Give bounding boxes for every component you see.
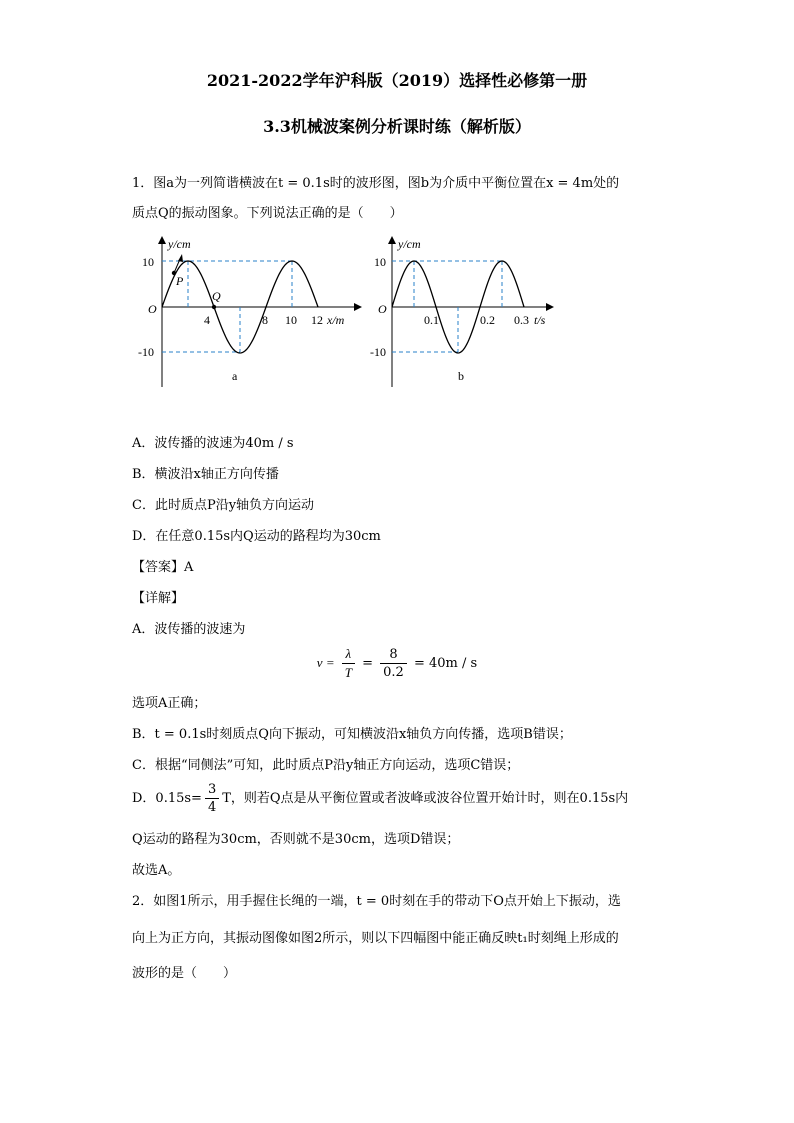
q1-stem-line2: 质点Q的振动图象。下列说法正确的是（ ） <box>132 206 403 221</box>
explain-d-frac-den: 4 <box>207 800 217 815</box>
figure-a-x-arrow <box>354 303 362 311</box>
figure-a-label-p: P <box>176 274 184 288</box>
figure-b-ytick-neg: -10 <box>370 345 386 359</box>
formula-rhs: = 40m / s <box>413 656 478 671</box>
q1-option-b: B．横波沿x轴正方向传播 <box>132 467 279 482</box>
figure-b-y-arrow <box>388 236 396 244</box>
formula-num1: λ <box>345 646 352 661</box>
document-title-line2: 3.3机械波案例分析课时练（解析版） <box>263 117 531 136</box>
q1-choose-a: 选项A正确； <box>132 696 207 711</box>
q1-velocity-formula <box>0 645 794 682</box>
q1-option-a: A．波传播的波速为40m / s <box>132 436 294 451</box>
explain-d-prefix: D．0.15s= <box>132 791 202 806</box>
q2-stem-line1: 2．如图1所示，用手握住长绳的一端，t = 0时刻在手的带动下O点开始上下振动，选 <box>132 894 621 909</box>
q2-stem-line3: 波形的是（ ） <box>132 966 237 981</box>
figure-a-xtick-12: 12 <box>311 313 323 327</box>
q1-answer: 【答案】A <box>132 560 194 575</box>
figure-b-xlabel: t/s <box>534 313 546 327</box>
formula-eq: = <box>362 656 374 671</box>
q1-explain-b: B．t = 0.1s时刻质点Q向下振动，可知横波沿x轴负方向传播，选项B错误； <box>132 727 572 742</box>
figure-a-caption: a <box>232 369 238 383</box>
explain-d-frac <box>205 781 219 816</box>
figure-b-xtick-02: 0.2 <box>480 313 495 327</box>
figure-b-caption: b <box>458 369 464 383</box>
q1-stem-line1: 1．图a为一列简谐横波在t = 0.1s时的波形图，图b为介质中平衡位置在x = 4m处的 <box>132 176 620 191</box>
q1-explain-c: C．根据“同侧法”可知，此时质点P沿y轴正方向运动，选项C错误； <box>132 758 520 773</box>
figure-a-arrow-p-head <box>178 254 183 262</box>
figure-b-x-arrow <box>546 303 554 311</box>
formula-frac-lambda-over-t <box>342 645 355 682</box>
formula-den1: T <box>344 665 352 680</box>
figure-a-xtick-4: 4 <box>204 313 210 327</box>
formula-den2: 0.2 <box>383 665 404 680</box>
figure-a-xtick-10: 10 <box>285 313 297 327</box>
figure-a-origin: O <box>148 302 157 316</box>
figure-a-xtick-8: 8 <box>262 313 268 327</box>
figure-a-label-q: Q <box>212 289 221 303</box>
q1-option-d: D．在任意0.15s内Q运动的路程均为30cm <box>132 529 381 544</box>
explain-d-rest: T，则若Q点是从平衡位置或者波峰或波谷位置开始计时，则在0.15s内 <box>222 791 629 806</box>
q1-detail-heading: 【详解】 <box>132 591 185 606</box>
q1-option-c: C．此时质点P沿y轴负方向运动 <box>132 498 315 513</box>
explain-d-frac-num: 3 <box>205 781 219 799</box>
figure-a-point-q <box>212 305 216 309</box>
q1-explain-d-line2: Q运动的路程为30cm，否则就不是30cm，选项D错误； <box>132 832 460 847</box>
figure-b-ylabel: y/cm <box>398 237 421 251</box>
formula-lhs: v = <box>316 655 335 670</box>
q1-explain-d <box>132 781 628 816</box>
formula-frac-values <box>380 646 407 681</box>
figure-a-ytick-neg: -10 <box>138 345 154 359</box>
figure-a-xlabel: x/m <box>327 313 345 327</box>
figure-b-xtick-03: 0.3 <box>514 313 529 327</box>
figure-b-vibration-graph <box>366 232 566 392</box>
q2-stem-line2: 向上为正方向，其振动图像如图2所示，则以下四幅图中能正确反映t₁时刻绳上形成的 <box>132 931 619 946</box>
figure-a-ylabel: y/cm <box>168 237 191 251</box>
document-title-line1: 2021-2022学年沪科版（2019）选择性必修第一册 <box>206 71 588 90</box>
figure-b-xtick-01: 0.1 <box>424 313 439 327</box>
figure-a-ytick-pos: 10 <box>142 255 154 269</box>
figure-a-y-arrow <box>158 236 166 244</box>
figure-b-origin: O <box>378 302 387 316</box>
q1-conclusion: 故选A。 <box>132 863 181 878</box>
q1-explain-a: A．波传播的波速为 <box>132 622 246 637</box>
figure-a-wave-graph <box>138 232 362 392</box>
figure-b-ytick-pos: 10 <box>374 255 386 269</box>
formula-num2: 8 <box>380 646 407 664</box>
